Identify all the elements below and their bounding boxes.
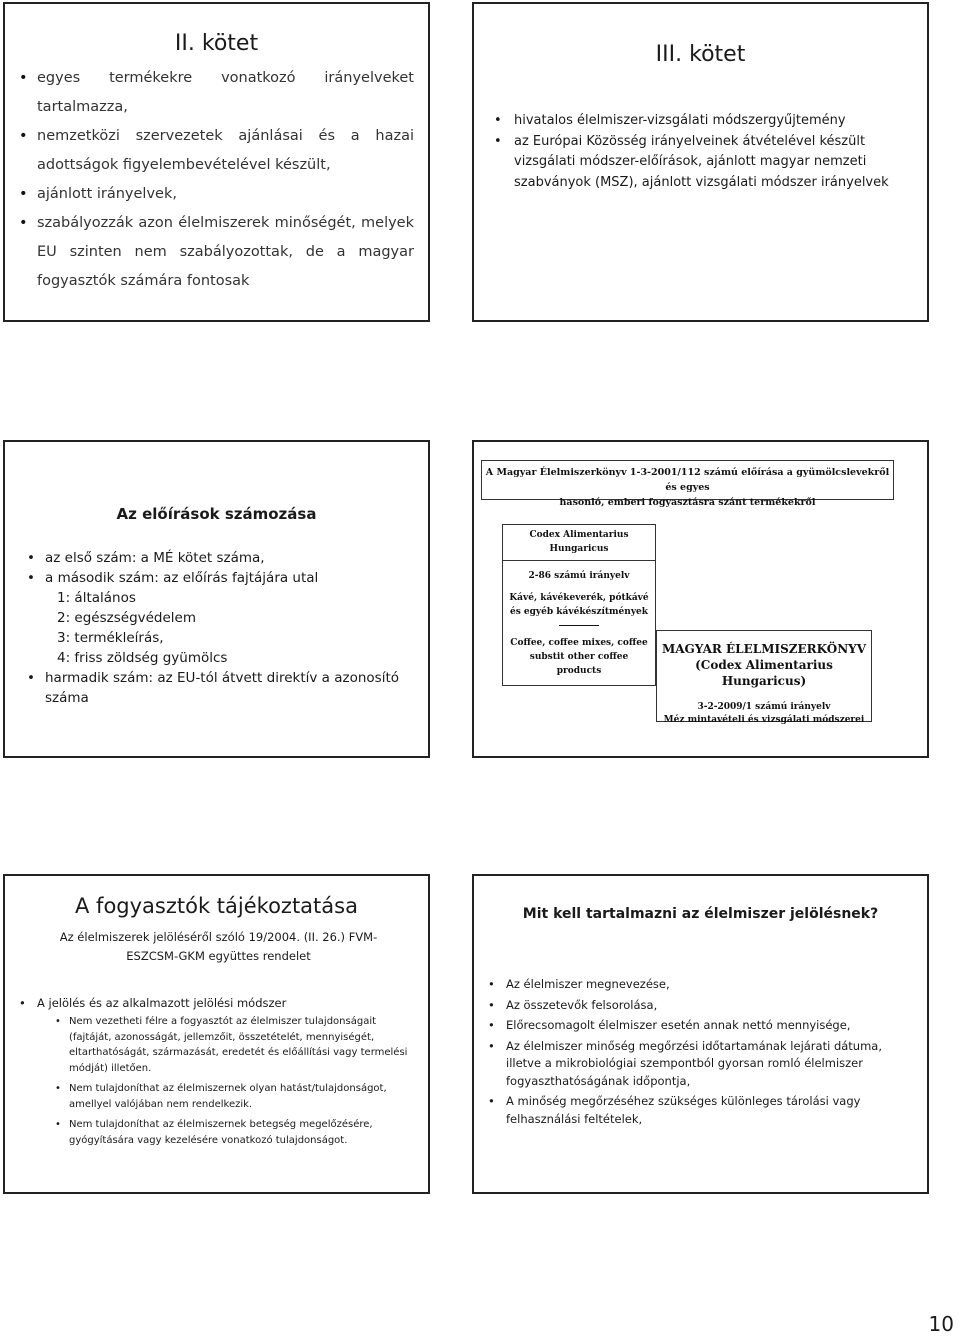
list-item xyxy=(19,996,414,1148)
slide-fogyasztok-tajekoztatasa xyxy=(3,874,430,1194)
list-item: • nemzetközi szervezetek ajánlásai és a hazai adottságok figyelembevételével készült, xyxy=(19,122,414,180)
slide-title: Mit kell tartalmazni az élelmiszer jelölésnek? xyxy=(522,906,879,922)
list-item: • a második szám: az előírás fajtájára utal xyxy=(27,568,408,588)
bullet-list xyxy=(19,996,414,1153)
slide-subtitle: Az élelmiszerek jelöléséről szóló 19/2004. (II. 26.) FVM-ESZCSM-GKM együttes rendelet xyxy=(59,930,378,963)
bullet-list xyxy=(27,548,408,708)
slide-title: A fogyasztók tájékoztatása xyxy=(75,894,358,918)
slide-title: II. kötet xyxy=(174,31,259,56)
divider xyxy=(559,625,599,626)
list-item: • Az élelmiszer minőség megőrzési időtartamának lejárati dátuma, illetve a mikrobiológiai szempontból gyorsan romló élelmiszer fogyaszthatóságának időpontja, xyxy=(488,1038,913,1091)
list-item-label: A jelölés és az alkalmazott jelölési módszer xyxy=(37,996,287,1010)
scan-header: Codex Alimentarius Hungaricus xyxy=(503,525,655,561)
bullet-list xyxy=(19,64,414,296)
slide-ii-kotet xyxy=(3,2,430,322)
list-item: • egyes termékekre vonatkozó irányelveket tartalmazza, xyxy=(19,64,414,122)
list-item: • harmadik szám: az EU-tól átvett direktív a azonosító száma xyxy=(27,668,408,708)
scan-text: 3-2-2009/1 számú irányelv xyxy=(697,702,831,712)
sub-item: • Nem tulajdoníthat az élelmiszernek betegség megelőzésére, gyógyítására vagy kezelésére vonatkozó tulajdonságot. xyxy=(55,1117,414,1148)
list-item: • Az élelmiszer megnevezése, xyxy=(488,976,913,994)
scan-text: Coffee, coffee mixes, coffee substit other coffee products xyxy=(510,638,648,676)
list-item: • az Európai Közösség irányelveinek átvételével készült vizsgálati módszer-előírások, ajánlott magyar nemzeti szabványok (MSZ), ajánlott vizsgálati módszer irányelvek xyxy=(494,132,907,194)
scan-title xyxy=(657,641,871,689)
list-item: • az első szám: a MÉ kötet száma, xyxy=(27,548,408,568)
scan-text: hasonló, emberi fogyasztásra szánt termékekről xyxy=(559,497,816,508)
list-item: • ajánlott irányelvek, xyxy=(19,180,414,209)
scan-title-line: (Codex Alimentarius Hungaricus) xyxy=(695,658,833,688)
list-item: • Előrecsomagolt élelmiszer esetén annak nettó mennyisége, xyxy=(488,1017,913,1035)
slide-title: III. kötet xyxy=(655,42,746,67)
scan-text: Méz mintavételi és vizsgálati módszerei xyxy=(663,715,865,725)
scan-coffee-codex xyxy=(502,524,656,686)
sub-item: 3: termékleírás, xyxy=(57,630,164,646)
sub-list xyxy=(37,1014,414,1148)
slide-title: Az előírások számozása xyxy=(116,505,317,523)
slide-iii-kotet xyxy=(472,2,929,322)
list-item: • Az összetevők felsorolása, xyxy=(488,997,913,1015)
sub-item: • Nem tulajdoníthat az élelmiszernek olyan hatást/tulajdonságot, amellyel valójában nem rendelkezik. xyxy=(55,1081,414,1112)
scan-text: Kávé, kávékeverék, pótkávé és egyéb kávékészítmények xyxy=(509,593,649,617)
sub-item: 4: friss zöldség gyümölcs xyxy=(57,650,228,666)
slide-jeloles-tartalma xyxy=(472,874,929,1194)
list-item: • hivatalos élelmiszer-vizsgálati módszergyűjtemény xyxy=(494,111,907,132)
sub-item: 1: általános xyxy=(57,590,136,606)
sub-item: 2: egészségvédelem xyxy=(57,610,197,626)
bullet-list xyxy=(488,976,913,1131)
slide-eloirasok-szamozasa xyxy=(3,440,430,758)
bullet-list xyxy=(494,111,907,193)
scan-title-line: MAGYAR ÉLELMISZERKÖNYV xyxy=(661,642,867,656)
page-number: 10 xyxy=(928,1312,954,1336)
scan-text: 2-86 számú irányelv xyxy=(528,571,630,581)
scan-juice-regulation xyxy=(481,460,894,508)
scan-text: A Magyar Élelmiszerkönyv 1-3-2001/112 számú előírása a gyümölcslevekről és egyes xyxy=(485,467,890,493)
sub-item: • Nem vezetheti félre a fogyasztót az élelmiszer tulajdonságait (fajtáját, azonosságát, jellemzőit, összetételét, mennyiségét, eltarthatóságát, származását, eredetét és előállítási vagy termelési módját) illetően. xyxy=(55,1014,414,1076)
scan-honey-codex xyxy=(656,630,872,725)
list-item: • A minőség megőrzéséhez szükséges különleges tárolási vagy felhasználási feltételek, xyxy=(488,1093,913,1128)
list-item: • szabályozzák azon élelmiszerek minőségét, melyek EU szinten nem szabályozottak, de a magyar fogyasztók számára fontosak xyxy=(19,209,414,296)
slide-codex-scans xyxy=(472,440,929,758)
